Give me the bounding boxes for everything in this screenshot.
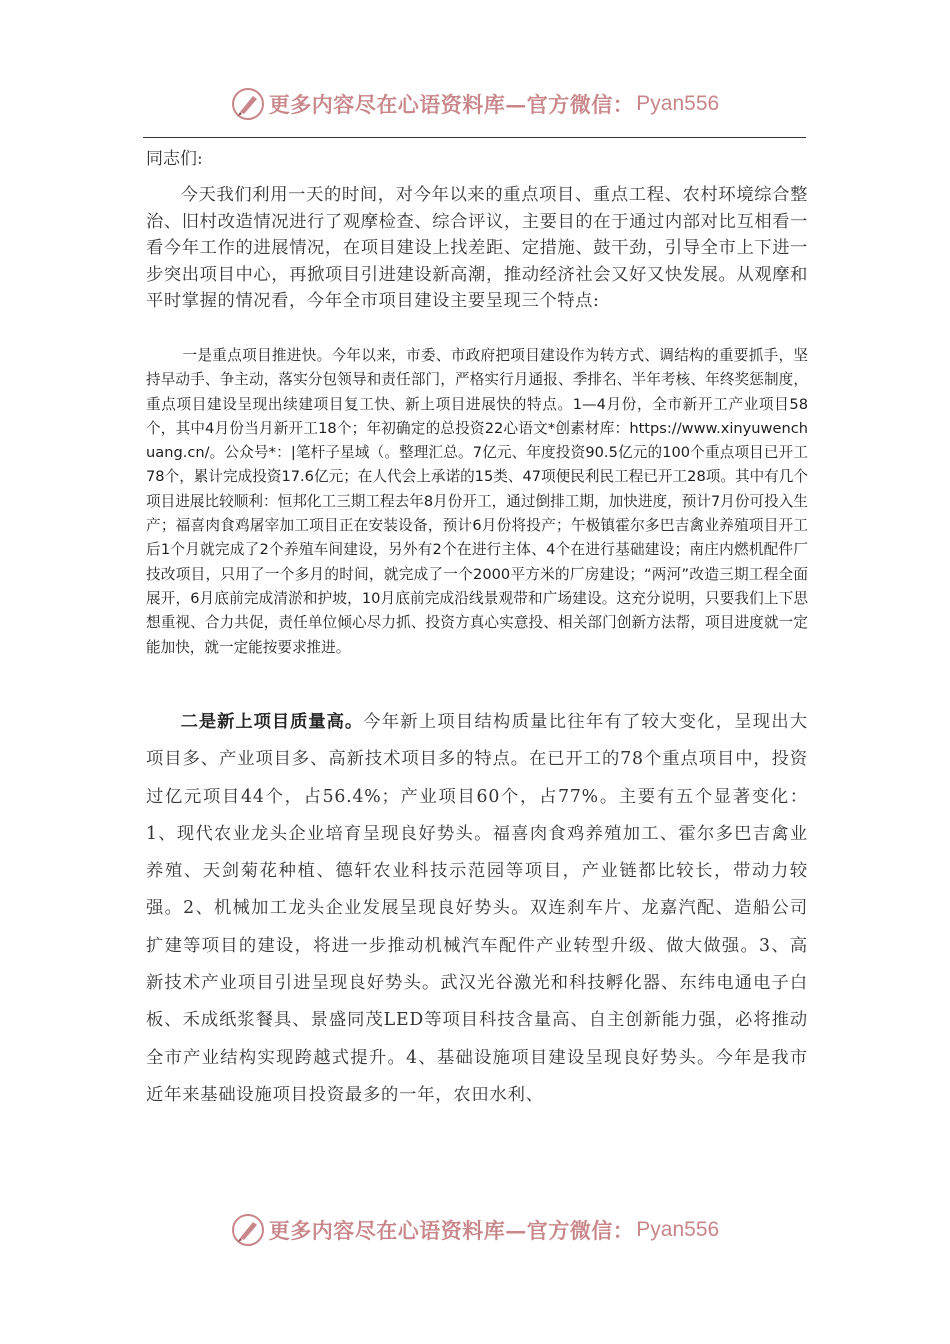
- point-two-paragraph: [146, 704, 808, 1114]
- pen-logo-icon: [231, 1213, 265, 1247]
- point-two-lead: 二是新上项目质量高。: [180, 712, 364, 732]
- header-banner: [0, 82, 950, 126]
- salutation: 同志们:: [146, 149, 203, 169]
- header-divider: [143, 137, 806, 138]
- banner-text: 更多内容尽在心语资料库—官方微信：: [268, 1218, 635, 1243]
- footer-banner: [0, 1208, 950, 1252]
- banner-text: 更多内容尽在心语资料库—官方微信：: [268, 92, 635, 117]
- banner-wechat-id: Pyan556: [636, 92, 720, 115]
- intro-paragraph: 今天我们利用一天的时间，对今年以来的重点项目、重点工程、农村环境综合整治、旧村改造情况进行了观摩检查、综合评议，主要目的在于通过内部对比互相看一看今年工作的进展情况，在项目建设上找差距、定措施、鼓干劲，引导全市上下进一步突出项目中心，再掀项目引进建设新高潮，推动经济社会又好又快发展。从观摩和平时掌握的情况看，今年全市项目建设主要呈现三个特点:: [146, 185, 808, 312]
- banner-wechat-id: Pyan556: [636, 1218, 720, 1241]
- point-one-paragraph: 一是重点项目推进快。今年以来，市委、市政府把项目建设作为转方式、调结构的重要抓手，坚持早动手、争主动，落实分包领导和责任部门，严格实行月通报、季排名、半年考核、年终奖惩制度，重点项目建设呈现出续建项目复工快、新上项目进展快的特点。1—4月份，全市新开工产业项目58个，其中4月份当月新开工18个；年初确定的总投资22心语文*创素材库：https://www.xinyuwenchuang.cn/。公众号*：|笔杆子星域（。整理汇总。7亿元、年度投资90.5亿元的100个重点项目已开工78个，累计完成投资17.6亿元；在人代会上承诺的15类、47项便民利民工程已开工28项。其中有几个项目进展比较顺利：恒邦化工三期工程去年8月份开工，通过倒排工期，加快进度，预计7月份可投入生产；福喜肉食鸡屠宰加工项目正在安装设备，预计6月份将投产；午极镇霍尔多巴吉禽业养殖项目开工后1个月就完成了2个养殖车间建设，另外有2个在进行主体、4个在进行基础建设；南庄内燃机配件厂技改项目，只用了一个多月的时间，就完成了一个2000平方米的厂房建设；“两河”改造三期工程全面展开，6月底前完成清淤和护坡，10月底前完成沿线景观带和广场建设。这充分说明，只要我们上下思想重视、合力共促，责任单位倾心尽力抓、投资方真心实意投、相关部门创新方法帮，项目进度就一定能加快，就一定能按要求推进。: [146, 347, 808, 656]
- pen-logo-icon: [231, 87, 265, 121]
- point-two-body: 今年新上项目结构质量比往年有了较大变化，呈现出大项目多、产业项目多、高新技术项目多的特点。在已开工的78个重点项目中，投资过亿元项目44个，占56.4%；产业项目60个，占77%。主要有五个显著变化：1、现代农业龙头企业培育呈现良好势头。福喜肉食鸡养殖加工、霍尔多巴吉禽业养殖、天剑菊花种植、德轩农业科技示范园等项目，产业链都比较长，带动力较强。2、机械加工龙头企业发展呈现良好势头。双连刹车片、龙嘉汽配、造船公司扩建等项目的建设，将进一步推动机械汽车配件产业转型升级、做大做强。3、高新技术产业项目引进呈现良好势头。武汉光谷激光和科技孵化器、东纬电通电子白板、禾成纸浆餐具、景盛同茂LED等项目科技含量高、自主创新能力强，必将推动全市产业结构实现跨越式提升。4、基础设施项目建设呈现良好势头。今年是我市近年来基础设施项目投资最多的一年，农田水利、: [146, 712, 808, 1105]
